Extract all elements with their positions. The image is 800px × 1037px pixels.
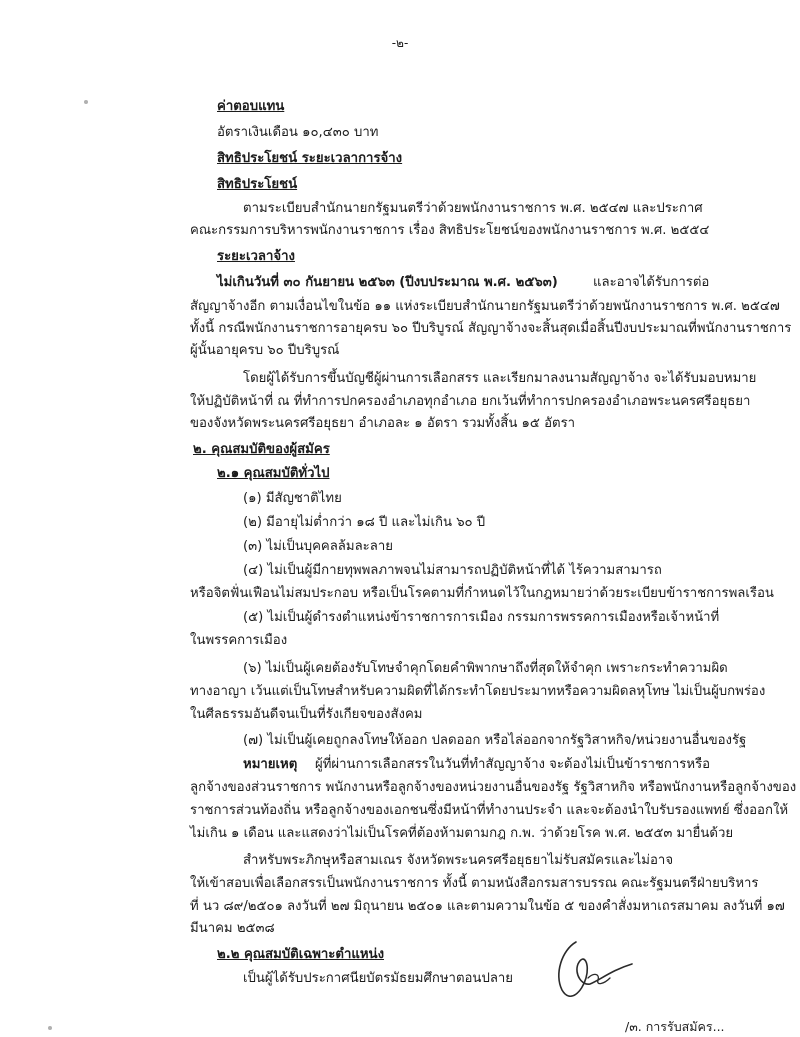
paragraph-line: ไม่เกิน ๑ เดือน และแสดงว่าไม่เป็นโรคที่ต้องห้ามตามกฎ ก.พ. ว่าด้วยโรค พ.ศ. ๒๕๕๓ มายื่นด้วย (190, 826, 734, 841)
note-label: หมายเหตุ (243, 757, 298, 772)
signature (548, 934, 638, 1006)
paragraph-line: ให้ปฏิบัติหน้าที่ ณ ที่ทำการปกครองอำเภอทุกอำเภอ ยกเว้นที่ทำการปกครองอำเภอพระนครศรีอยุธยา (190, 394, 751, 409)
paragraph-line: มีนาคม ๒๕๓๘ (190, 921, 275, 936)
paragraph-line: ในศีลธรรมอันดีจนเป็นที่รังเกียจของสังคม (190, 707, 423, 722)
paragraph-line: เป็นผู้ได้รับประกาศนียบัตรมัธยมศึกษาตอนปลาย (243, 971, 514, 986)
paragraph-line: ให้เข้าสอบเพื่อเลือกสรรเป็นพนักงานราชการ ทั้งนี้ ตามหนังสือกรมสารบรรณ คณะรัฐมนตรีฝ่ายบริหาร (190, 876, 759, 891)
paragraph-line: โดยผู้ได้รับการขึ้นบัญชีผู้ผ่านการเลือกสรร และเรียกมาลงนามสัญญาจ้าง จะได้รับมอบหมาย (243, 371, 757, 386)
paragraph-line: คณะกรรมการบริหารพนักงานราชการ เรื่อง สิทธิประโยชน์ของพนักงานราชการ พ.ศ. ๒๕๕๔ (190, 223, 710, 238)
paragraph-line: และอาจได้รับการต่อ (593, 275, 710, 290)
paragraph-line: ผู้ที่ผ่านการเลือกสรรในวันที่ทำสัญญาจ้าง จะต้องไม่เป็นข้าราชการหรือ (315, 757, 711, 772)
paragraph-line: ลูกจ้างของส่วนราชการ พนักงานหรือลูกจ้างของหน่วยงานอื่นของรัฐ รัฐวิสาหกิจ หรือพนักงานหรือลูกจ้างของ (190, 780, 797, 795)
scan-mark (48, 1026, 52, 1030)
section-2-2-heading: ๒.๒ คุณสมบัติเฉพาะตำแหน่ง (217, 947, 385, 962)
heading-employment-period: ระยะเวลาจ้าง (217, 249, 295, 264)
qualification-item: (๕) ไม่เป็นผู้ดำรงตำแหน่งข้าราชการการเมือง กรรมการพรรคการเมืองหรือเจ้าหน้าที่ (243, 610, 720, 625)
paragraph-line: ตามระเบียบสำนักนายกรัฐมนตรีว่าด้วยพนักงานราชการ พ.ศ. ๒๕๔๗ และประกาศ (243, 201, 703, 216)
qualification-item: (๒) มีอายุไม่ต่ำกว่า ๑๘ ปี และไม่เกิน ๖๐ ปี (243, 515, 486, 530)
qualification-item: (๑) มีสัญชาติไทย (243, 491, 342, 506)
paragraph-line: สัญญาจ้างอีก ตามเงื่อนไขในข้อ ๑๑ แห่งระเบียบสำนักนายกรัฐมนตรีว่าด้วยพนักงานราชการ พ.ศ. ๒๕๔๗ (190, 299, 780, 314)
paragraph-line: ทางอาญา เว้นแต่เป็นโทษสำหรับความผิดที่ได้กระทำโดยประมาทหรือความผิดลหุโทษ ไม่เป็นผู้บกพร่อง (190, 684, 766, 699)
heading-benefits: สิทธิประโยชน์ (217, 177, 298, 192)
employment-deadline: ไม่เกินวันที่ ๓๐ กันยายน ๒๕๖๓ (ปีงบประมาณ พ.ศ. ๒๕๖๓) (217, 275, 558, 290)
heading-compensation: ค่าตอบแทน (217, 99, 285, 114)
salary-rate: อัตราเงินเดือน ๑๐,๔๓๐ บาท (217, 125, 379, 140)
paragraph-line: ราชการส่วนท้องถิ่น หรือลูกจ้างของเอกชนซึ่งมีหน้าที่ทำงานประจำ และจะต้องนำใบรับรองแพทย์ ซึ่งออกให้ (190, 803, 789, 818)
qualification-item: (๔) ไม่เป็นผู้มีกายทุพพลภาพจนไม่สามารถปฏิบัติหน้าที่ได้ ไร้ความสามารถ (243, 563, 662, 578)
section-2-1-heading: ๒.๑ คุณสมบัติทั่วไป (217, 466, 330, 481)
paragraph-line: ของจังหวัดพระนครศรีอยุธยา อำเภอละ ๑ อัตรา รวมทั้งสิ้น ๑๕ อัตรา (190, 416, 576, 431)
paragraph-line: ทั้งนี้ กรณีพนักงานราชการอายุครบ ๖๐ ปีบริบูรณ์ สัญญาจ้างจะสิ้นสุดเมื่อสิ้นปีงบประมาณที่พนักงานราชการ (190, 321, 792, 336)
paragraph-line: ในพรรคการเมือง (190, 633, 288, 648)
continuation-note: /๓. การรับสมัคร... (625, 1019, 725, 1034)
qualification-item: (๗) ไม่เป็นผู้เคยถูกลงโทษให้ออก ปลดออก หรือไล่ออกจากรัฐวิสาหกิจ/หน่วยงานอื่นของรัฐ (243, 733, 747, 748)
paragraph-line: ที่ นว ๘๙/๒๕๐๑ ลงวันที่ ๒๗ มิถุนายน ๒๕๐๑ และตามความในข้อ ๕ ของคำสั่งมหาเถรสมาคม ลงวันที่ ๑๗ (190, 899, 785, 914)
page-number: -๒- (391, 36, 409, 50)
qualification-item: (๖) ไม่เป็นผู้เคยต้องรับโทษจำคุกโดยคำพิพากษาถึงที่สุดให้จำคุก เพราะกระทำความผิด (243, 661, 728, 676)
scan-mark (84, 100, 88, 104)
paragraph-line: สำหรับพระภิกษุหรือสามเณร จังหวัดพระนครศรีอยุธยาไม่รับสมัครและไม่อาจ (243, 853, 674, 868)
section-2-heading: ๒. คุณสมบัติของผู้สมัคร (193, 442, 330, 457)
heading-benefits-period: สิทธิประโยชน์ ระยะเวลาการจ้าง (217, 151, 403, 166)
paragraph-line: ผู้นั้นอายุครบ ๖๐ ปีบริบูรณ์ (190, 343, 340, 358)
qualification-item: (๓) ไม่เป็นบุคคลล้มละลาย (243, 539, 393, 554)
paragraph-line: หรือจิตฟั่นเฟือนไม่สมประกอบ หรือเป็นโรคตามที่กำหนดไว้ในกฎหมายว่าด้วยระเบียบข้าราชการพลเรือน (190, 586, 774, 601)
